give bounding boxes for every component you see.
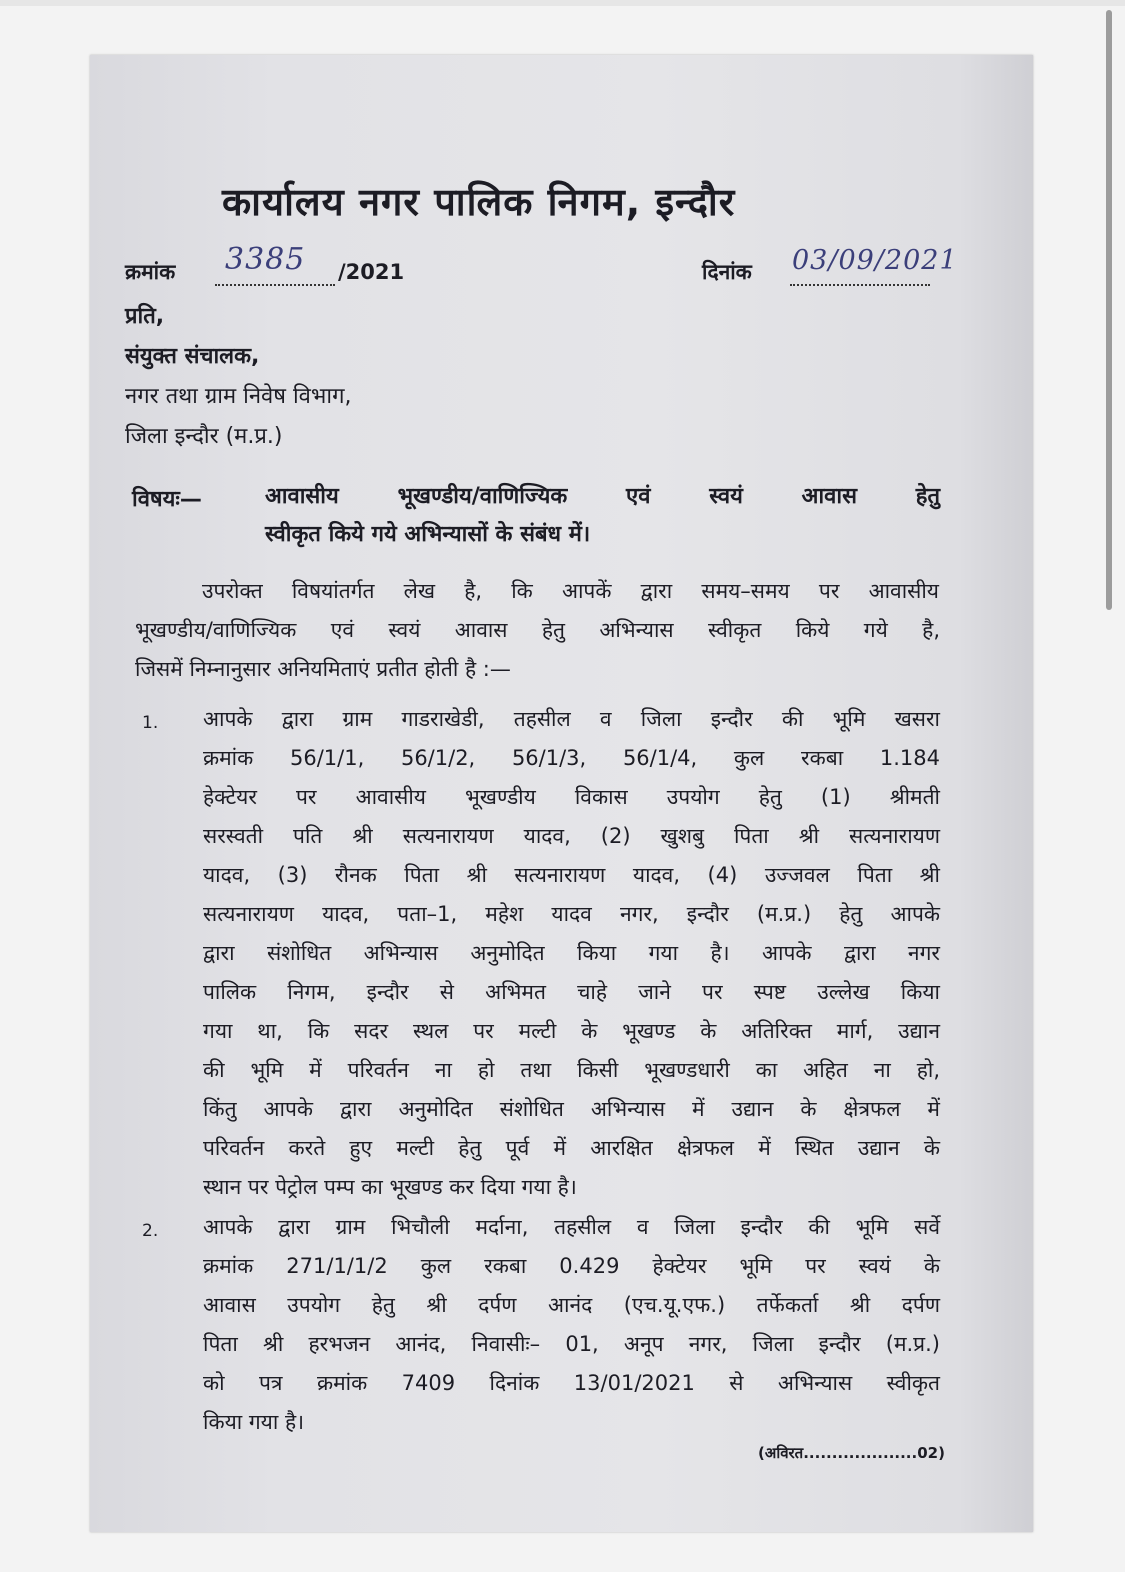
item-number: 2.: [142, 1221, 159, 1241]
item-line: परिवर्तन करते हुए मल्टी हेतु पूर्व में आरक्षित क्षेत्रफल में स्थित उद्यान के: [203, 1136, 940, 1160]
item-line: को पत्र क्रमांक 7409 दिनांक 13/01/2021 से अभिन्यास स्वीकृत: [203, 1371, 940, 1395]
item-line: सरस्वती पति श्री सत्यनारायण यादव, (2) खुशबु पिता श्री सत्यनारायण: [203, 824, 940, 848]
ref-year: /2021: [338, 260, 405, 284]
subject-line: स्वीकृत किये गये अभिन्यासों के संबंध में।: [265, 522, 591, 547]
item-line: सत्यनारायण यादव, पता–1, महेश यादव नगर, इन्दौर (म.प्र.) हेतु आपके: [203, 902, 940, 926]
vertical-scrollbar[interactable]: [1106, 10, 1112, 610]
item-number: 1.: [142, 713, 159, 733]
item-line: किंतु आपके द्वारा अनुमोदित संशोधित अभिन्यास में उद्यान के क्षेत्रफल में: [203, 1097, 940, 1121]
recipient-dept: नगर तथा ग्राम निवेष विभाग,: [125, 384, 352, 409]
date-label: दिनांक: [702, 260, 752, 284]
item-line: पिता श्री हरभजन आनंद, निवासीः– 01, अनूप नगर, जिला इन्दौर (म.प्र.): [203, 1332, 940, 1356]
item-line: द्वारा संशोधित अभिन्यास अनुमोदित किया गया है। आपके द्वारा नगर: [203, 941, 940, 965]
item-line: आवास उपयोग हेतु श्री दर्पण आनंद (एच.यू.एफ.) तर्फेकर्ता श्री दर्पण: [203, 1293, 940, 1317]
letter-page: [90, 55, 1033, 1532]
to-line: प्रति,: [125, 304, 165, 329]
intro-line: जिसमें निम्नानुसार अनियमिताएं प्रतीत होती है :—: [135, 657, 511, 681]
item-line: की भूमि में परिवर्तन ना हो तथा किसी भूखण्डधारी का अहित ना हो,: [203, 1058, 940, 1082]
item-line: यादव, (3) रौनक पिता श्री सत्यनारायण यादव, (4) उज्जवल पिता श्री: [203, 863, 940, 887]
item-line: किया गया है।: [203, 1410, 305, 1434]
subject-line: आवासीय भूखण्डीय/वाणिज्यिक एवं स्वयं आवास हेतु: [265, 484, 940, 509]
recipient-place: जिला इन्दौर (म.प्र.): [125, 424, 283, 449]
date-handwritten: 03/09/2021: [792, 245, 958, 276]
viewer-top-bar: [0, 0, 1125, 6]
item-line: स्थान पर पेट्रोल पम्प का भूखण्ड कर दिया गया है।: [203, 1175, 577, 1199]
ref-number-handwritten: 3385: [225, 242, 306, 277]
item-line: पालिक निगम, इन्दौर से अभिमत चाहे जाने पर स्पष्ट उल्लेख किया: [203, 980, 940, 1004]
subject-label: विषयः—: [132, 487, 202, 512]
item-line: क्रमांक 271/1/1/2 कुल रकबा 0.429 हेक्टेयर भूमि पर स्वयं के: [203, 1254, 940, 1278]
item-line: आपके द्वारा ग्राम भिचौली मर्दाना, तहसील व जिला इन्दौर की भूमि सर्वे: [203, 1215, 940, 1239]
intro-line: भूखण्डीय/वाणिज्यिक एवं स्वयं आवास हेतु अभिन्यास स्वीकृत किये गये है,: [135, 618, 940, 642]
item-line: आपके द्वारा ग्राम गाडराखेडी, तहसील व जिला इन्दौर की भूमि खसरा: [203, 707, 940, 731]
intro-line: उपरोक्त विषयांतर्गत लेख है, कि आपकें द्वारा समय–समय पर आवासीय: [202, 579, 939, 603]
continued-note: (अविरत....................02): [758, 1444, 945, 1462]
item-line: क्रमांक 56/1/1, 56/1/2, 56/1/3, 56/1/4, कुल रकबा 1.184: [203, 746, 940, 770]
letter-heading: कार्यालय नगर पालिक निगम, इन्दौर: [222, 180, 736, 224]
recipient-title: संयुक्त संचालक,: [125, 344, 260, 369]
item-line: हेक्टेयर पर आवासीय भूखण्डीय विकास उपयोग हेतु (1) श्रीमती: [203, 785, 940, 809]
item-line: गया था, कि सदर स्थल पर मल्टी के भूखण्ड के अतिरिक्त मार्ग, उद्यान: [203, 1019, 940, 1043]
ref-label: क्रमांक: [125, 260, 176, 284]
